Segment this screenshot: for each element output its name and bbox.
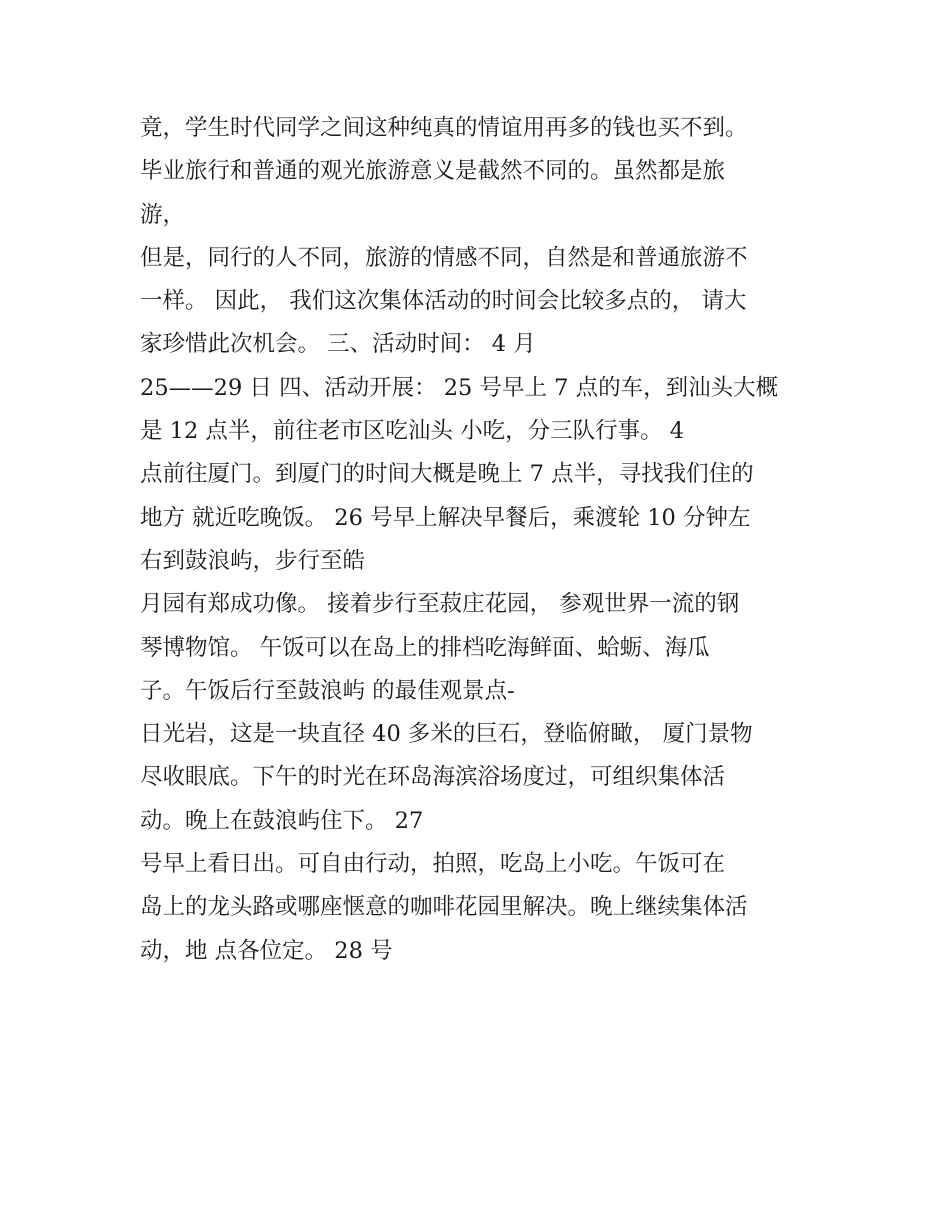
text-line-16: 尽收眼底。下午的时光在环岛海滨浴场度过，可组织集体活 <box>140 764 726 791</box>
text-line-2: 毕业旅行和普通的观光旅游意义是截然不同的。虽然都是旅 <box>140 158 726 185</box>
text-line-14: 子。午饭后行至鼓浪屿 的最佳观景点- <box>140 677 515 704</box>
text-line-11: 右到鼓浪屿，步行至皓 <box>140 547 366 574</box>
text-line-6: 家珍惜此次机会。 三、活动时间： 4 月 <box>140 331 536 358</box>
text-line-9: 点前往厦门。到厦门的时间大概是晚上 7 点半，寻找我们住的 <box>140 461 754 488</box>
text-line-8: 是 12 点半，前往老市区吃汕头 小吃，分三队行事。 4 <box>140 418 685 445</box>
text-line-1: 竟，学生时代同学之间这种纯真的情谊用再多的钱也买不到。 <box>140 115 748 141</box>
text-line-3: 游， <box>140 201 186 228</box>
text-line-12: 月园有郑成功像。 接着步行至菽庄花园， 参观世界一流的钢 <box>140 591 740 618</box>
text-line-4: 但是，同行的人不同，旅游的情感不同，自然是和普通旅游不 <box>140 244 748 271</box>
text-line-5: 一样。 因此， 我们这次集体活动的时间会比较多点的， 请大 <box>140 288 747 315</box>
text-line-20: 动，地 点各位定。 28 号 <box>140 937 393 964</box>
text-line-19: 岛上的龙头路或哪座惬意的咖啡花园里解决。晚上继续集体活 <box>140 894 748 921</box>
text-line-7: 25——29 日 四、活动开展： 25 号早上 7 点的车，到汕头大概 <box>140 374 779 401</box>
text-line-13: 琴博物馆。 午饭可以在岛上的排档吃海鲜面、蛤蛎、海瓜 <box>140 634 710 661</box>
text-line-17: 动。晚上在鼓浪屿住下。 27 <box>140 807 424 834</box>
text-line-18: 号早上看日出。可自由行动，拍照，吃岛上小吃。午饭可在 <box>140 851 726 878</box>
text-line-15: 日光岩，这是一块直径 40 多米的巨石，登临俯瞰， 厦门景物 <box>140 721 753 748</box>
text-line-10: 地方 就近吃晚饭。 26 号早上解决早餐后，乘渡轮 10 分钟左 <box>140 504 751 531</box>
document-text-body <box>140 107 840 973</box>
